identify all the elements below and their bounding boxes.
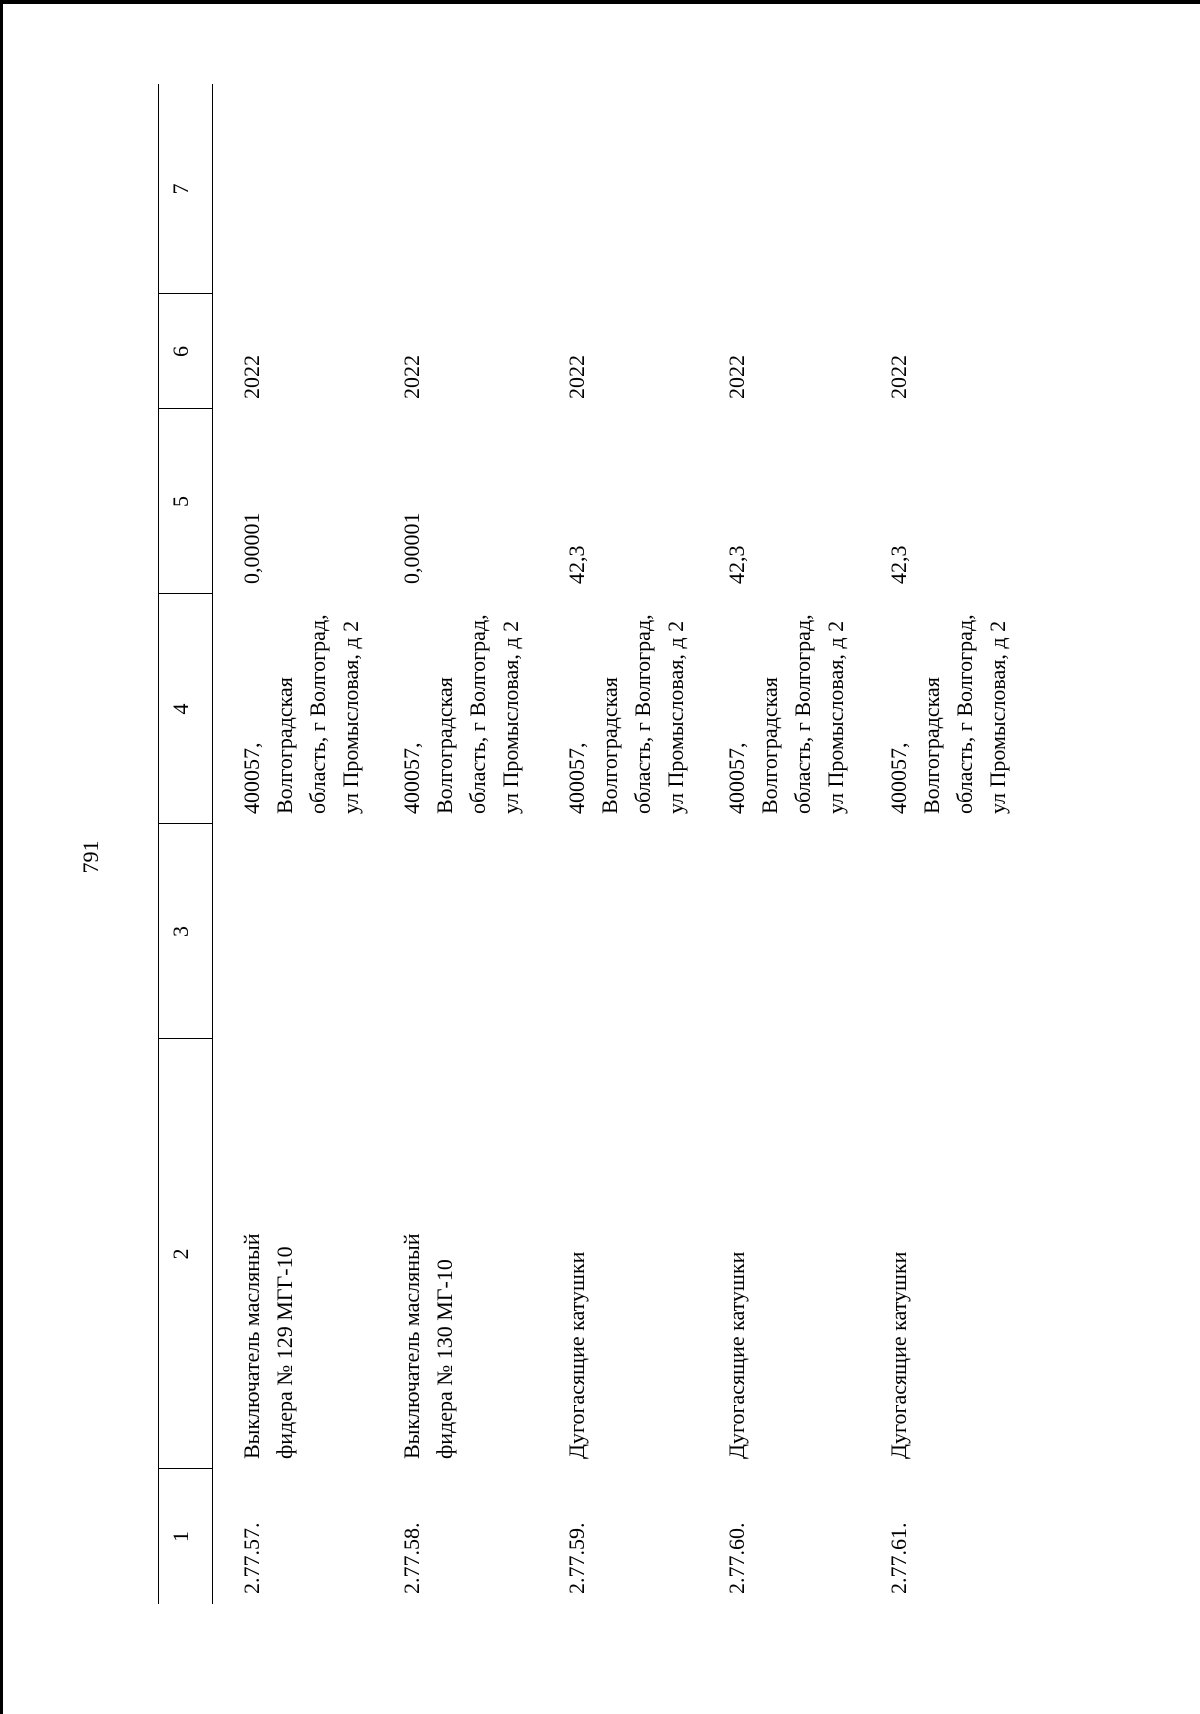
table-header-border bbox=[212, 84, 213, 1604]
item-name-line: фидера № 129 МГГ-10 bbox=[272, 1246, 297, 1459]
column-divider bbox=[158, 1038, 212, 1039]
column-5-value: 42,3 bbox=[564, 545, 589, 584]
address-line: ул Промысловая, д 2 bbox=[498, 620, 523, 814]
address bbox=[882, 614, 1014, 814]
item-name-line: Дугогасящие катушки bbox=[724, 1251, 749, 1459]
address-line: область, г Волгоград, bbox=[305, 614, 330, 814]
item-name-line: Дугогасящие катушки bbox=[564, 1251, 589, 1459]
column-header-5: 5 bbox=[168, 496, 193, 507]
address-line: 400057, bbox=[564, 742, 589, 814]
year: 2022 bbox=[399, 355, 424, 399]
address-line: область, г Волгоград, bbox=[630, 614, 655, 814]
row-number: 2.77.59. bbox=[564, 1522, 589, 1594]
item-name-line: Выключатель масляный bbox=[399, 1233, 424, 1459]
address-line: область, г Волгоград, bbox=[465, 614, 490, 814]
address-line: Волгоградская bbox=[272, 677, 297, 814]
address bbox=[720, 614, 852, 814]
column-header-6: 6 bbox=[168, 346, 193, 357]
address-line: область, г Волгоград, bbox=[952, 614, 977, 814]
year: 2022 bbox=[886, 355, 911, 399]
address-line: 400057, bbox=[724, 742, 749, 814]
address-line: ул Промысловая, д 2 bbox=[338, 620, 363, 814]
column-header-3: 3 bbox=[168, 926, 193, 937]
address-line: 400057, bbox=[239, 742, 264, 814]
address-line: Волгоградская bbox=[597, 677, 622, 814]
column-header-2: 2 bbox=[168, 1248, 193, 1260]
item-name-line: Дугогасящие катушки bbox=[886, 1251, 911, 1459]
year: 2022 bbox=[724, 355, 749, 399]
item-name bbox=[235, 1233, 301, 1459]
year: 2022 bbox=[564, 355, 589, 399]
item-name bbox=[395, 1233, 461, 1459]
column-divider bbox=[158, 823, 212, 824]
address-line: Волгоградская bbox=[432, 677, 457, 814]
column-5-value: 0,00001 bbox=[399, 512, 424, 584]
page-number: 791 bbox=[78, 840, 103, 874]
column-5-value: 0,00001 bbox=[239, 512, 264, 584]
column-divider bbox=[158, 1468, 212, 1469]
column-5-value: 42,3 bbox=[724, 545, 749, 584]
address-line: Волгоградская bbox=[757, 677, 782, 814]
item-name-line: Выключатель масляный bbox=[239, 1233, 264, 1459]
address-line: ул Промысловая, д 2 bbox=[663, 620, 688, 814]
column-divider bbox=[158, 408, 212, 409]
item-name bbox=[720, 1252, 753, 1459]
address bbox=[395, 614, 527, 814]
column-header-7: 7 bbox=[168, 183, 193, 195]
year: 2022 bbox=[239, 355, 264, 399]
column-header-1: 1 bbox=[168, 1531, 193, 1542]
address-line: область, г Волгоград, bbox=[790, 614, 815, 814]
table-top-border bbox=[158, 84, 159, 1604]
address-line: 400057, bbox=[399, 742, 424, 814]
address-line: Волгоградская bbox=[919, 677, 944, 814]
row-number: 2.77.61. bbox=[886, 1522, 911, 1594]
address-line: ул Промысловая, д 2 bbox=[823, 620, 848, 814]
item-name bbox=[560, 1252, 593, 1459]
item-name-line: фидера № 130 МГ-10 bbox=[432, 1259, 457, 1459]
row-number: 2.77.58. bbox=[399, 1522, 424, 1594]
column-divider bbox=[158, 293, 212, 294]
row-number: 2.77.60. bbox=[724, 1522, 749, 1594]
column-header-4: 4 bbox=[168, 703, 193, 715]
address bbox=[560, 614, 692, 814]
item-name bbox=[882, 1252, 915, 1459]
address-line: ул Промысловая, д 2 bbox=[985, 620, 1010, 814]
column-divider bbox=[158, 593, 212, 594]
address bbox=[235, 614, 367, 814]
column-5-value: 42,3 bbox=[886, 545, 911, 584]
row-number: 2.77.57. bbox=[239, 1522, 264, 1594]
address-line: 400057, bbox=[886, 742, 911, 814]
